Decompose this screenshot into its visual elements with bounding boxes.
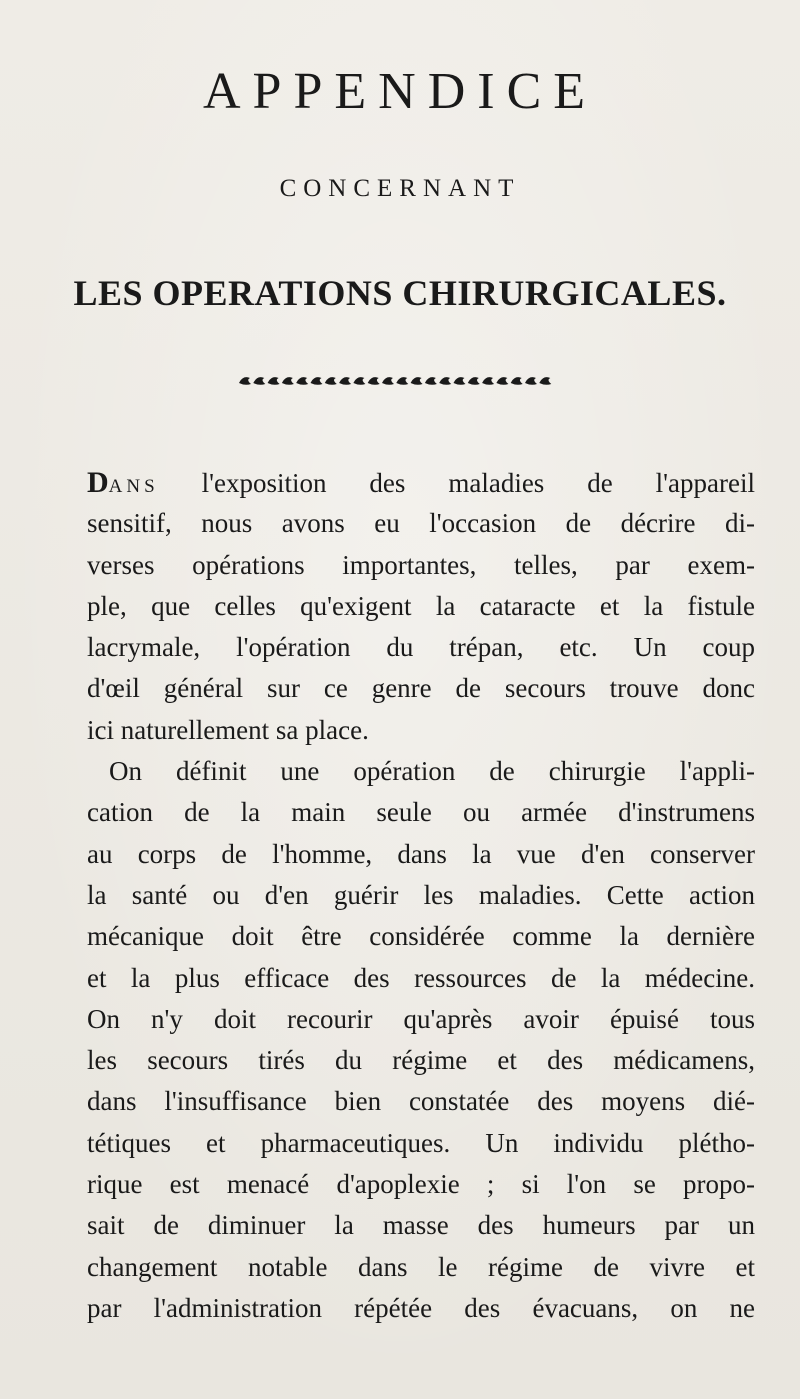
text-line: On définit une opération de chirurgie l'appli- [109,756,755,787]
ornament-leaf [396,377,408,385]
drop-cap: D [87,466,109,499]
text-line: rique est menacé d'apoplexie ; si l'on se propo- [87,1169,755,1200]
ornament-leaf [268,377,280,385]
appendix-topic: LES OPERATIONS CHIRURGICALES. [73,273,727,313]
text-line: cation de la main seule ou armée d'instrumens [87,797,755,828]
ornament-leaf [325,377,337,385]
text-line: et la plus efficace des ressources de la médecine. [87,962,755,993]
ornament-leaf [454,377,466,385]
text-line: la santé ou d'en guérir les maladies. Cette action [87,879,755,910]
text-line: au corps de l'homme, dans la vue d'en conserver [87,838,755,869]
text-line-content: l'exposition des maladies de l'appareil [158,468,755,498]
ornament-leaf [239,377,251,385]
ornament-leaf [468,377,480,385]
text-line: lacrymale, l'opération du trépan, etc. Un coup [87,632,755,663]
appendix-title: APPENDICE [202,63,598,120]
ornament-divider [237,374,553,388]
ornament-leaf [368,377,380,385]
text-line: tétiques et pharmaceutiques. Un individu plétho- [87,1127,755,1158]
text-line: les secours tirés du régime et des médicamens, [87,1045,755,1076]
text-line: sait de diminuer la masse des humeurs par un [87,1210,755,1241]
ornament-leaf [439,377,451,385]
ornament-leaf [353,377,365,385]
text-line: On n'y doit recourir qu'après avoir épuisé tous [87,1003,755,1034]
text-line: verses opérations importantes, telles, par exem- [87,549,755,580]
ornament-leaf [296,377,308,385]
ornament-leaf [525,377,537,385]
text-line: ici naturellement sa place. [87,714,369,745]
text-line [87,462,755,503]
text-line: changement notable dans le régime de vivre et [87,1251,755,1282]
text-line: mécanique doit être considérée comme la dernière [87,921,755,952]
ornament-leaf [411,377,423,385]
text-line: d'œil général sur ce genre de secours trouve donc [87,673,755,704]
appendix-subtitle: CONCERNANT [279,175,521,202]
ornament-leaf [539,377,551,385]
ornament-leaf [482,377,494,385]
ornament-leaf [496,377,508,385]
text-line: par l'administration répétée des évacuans, on ne [87,1292,755,1323]
ornament-leaf [253,377,265,385]
body-text [87,462,755,1329]
text-line: sensitif, nous avons eu l'occasion de décrire di- [87,508,755,539]
ornament-leaf [339,377,351,385]
ornament-leaf [311,377,323,385]
text-line: ple, que celles qu'exigent la cataracte et la fistule [87,590,755,621]
small-caps: ANS [108,476,159,497]
ornament-leaf [382,377,394,385]
ornament-leaf [425,377,437,385]
ornament-leaf [282,377,294,385]
text-line: dans l'insuffisance bien constatée des moyens dié- [87,1086,755,1117]
ornament-leaf [511,377,523,385]
